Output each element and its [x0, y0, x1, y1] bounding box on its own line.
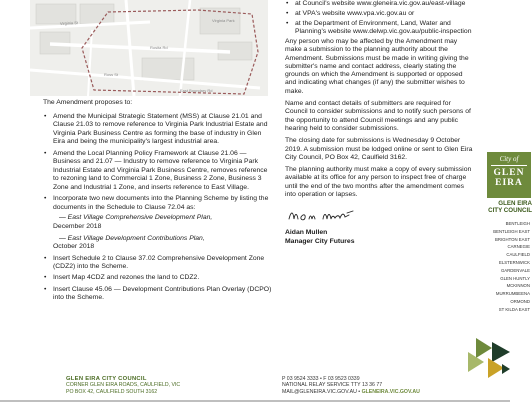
- map-label-virginia-st: Virginia St: [59, 20, 79, 26]
- suburb: BENTLEIGH EAST: [493, 228, 530, 234]
- suburb: CAULFIELD: [506, 252, 530, 258]
- glen-eira-logo: [487, 152, 531, 198]
- submission-paragraph: Any person who may be affected by the Amendment may make a submission to the planning authority about the Amendment. Submissions must be made in writing giving the submitter's name and contact address, clearly stating the grounds on which the Amendment is supported or opposed and indicating what changes (if any) the submitter wishes to make.: [285, 37, 469, 95]
- availability-paragraph: The planning authority must make a copy of every submission available at its office for any person to inspect free of charge until the end of the two months after the amendment comes into operation or lapses.: [285, 166, 472, 199]
- signer-name: Aidan Mullen: [285, 229, 328, 237]
- amendment-item: • Amend the Municipal Strategic Statement (MSS) at Clause 21.01 and Clause 21.03 to remove reference to Virginia Park Industrial Estate and Virginia Park Business Centre as forming the base of industry in Glen Eira and being the municipality's largest industrial area.: [43, 113, 275, 147]
- amendment-list: [43, 113, 275, 303]
- logo-line-glen: GLEN: [493, 168, 525, 178]
- doc-title: — East Village Comprehensive Development Plan,: [59, 214, 213, 222]
- map-label-virginia-park: Virginia Park: [212, 18, 235, 23]
- suburb: ST KILDA EAST: [498, 306, 530, 312]
- inspection-item: • at the Department of Environment, Land, Water and Planning's website www.delwp.vic.gov.au/public-inspection: [285, 20, 473, 37]
- logo-line-city-of: City of: [499, 155, 519, 163]
- footer-mail-web: [282, 389, 420, 395]
- site-map: [30, 0, 268, 96]
- bottom-rule: [0, 400, 510, 402]
- privacy-paragraph: Name and contact details of submitters are required for Council to consider submissions and to notify such persons of the opportunity to attend Council meetings and any public hearing held to consider submissions.: [285, 100, 471, 132]
- logo-caption-council: CITY COUNCIL: [488, 207, 532, 214]
- suburb: GLEN HUNTLY: [500, 275, 530, 281]
- amendment-item-text: Incorporate two new documents into the Planning Scheme by listing the documents in the Schedule to Clause 72.04 as:: [53, 195, 269, 211]
- map-label-ross-st: Ross St: [104, 72, 119, 77]
- suburb: CARNEGIE: [507, 244, 530, 250]
- inspection-list: [285, 0, 473, 36]
- amendment-item: • Insert Map 4CDZ and rezones the land to CDZ2.: [43, 274, 275, 283]
- footer-council-name: GLEN EIRA CITY COUNCIL: [66, 376, 147, 382]
- amendment-item: • Insert Clause 45.06 — Development Contributions Plan Overlay (DCPO) into the Scheme.: [43, 286, 275, 303]
- footer-address-line: PO BOX 42, CAULFIELD SOUTH 3162: [66, 388, 158, 395]
- logo-line-eira: EIRA: [495, 178, 523, 188]
- signature: [287, 207, 473, 223]
- footer-address-line: CORNER GLEN EIRA ROADS, CAULFIELD, VIC: [66, 382, 181, 389]
- suburb: MURRUMBEENA: [495, 291, 530, 297]
- decorative-triangles: [462, 338, 510, 378]
- signer-title: Manager City Futures: [285, 237, 355, 245]
- closing-date-paragraph: The closing date for submissions is Wednesday 9 October 2019. A submission must be lodged online or sent to Glen Eira City Council, PO Box 42, Caulfield 3162.: [285, 137, 473, 161]
- map-label-rosita-rd: Rosita Rd: [150, 45, 168, 50]
- map-label-east-boundary-rd: East Boundary Rd: [180, 88, 213, 93]
- inspection-item: • at Council's website www.gleneira.vic.gov.au/east-village: [285, 0, 473, 8]
- doc-title: — East Village Development Contributions Plan,: [59, 234, 205, 242]
- suburb: BRIGHTON EAST: [494, 236, 530, 242]
- footer-address-block: [66, 376, 180, 395]
- suburb: ELSTERNWICK: [498, 259, 530, 265]
- amendment-intro: The Amendment proposes to:: [43, 99, 133, 106]
- suburb: MCKINNON: [506, 283, 530, 289]
- suburb-list: [480, 220, 530, 314]
- suburb: ORMOND: [510, 298, 530, 304]
- inspection-item: • at VPA's website www.vpa.vic.gov.au or: [285, 10, 473, 18]
- left-column: [43, 99, 275, 305]
- map-graphic: [30, 0, 268, 96]
- suburb: BENTLEIGH: [505, 221, 530, 226]
- signature-graphic: [287, 207, 357, 223]
- logo-caption-name: GLEN EIRA: [498, 200, 532, 207]
- amendment-item: • Insert Schedule 2 to Clause 37.02 Comprehensive Development Zone (CDZ2) into the Scheme.: [43, 255, 275, 272]
- doc-date: December 2018: [53, 222, 102, 230]
- logo-caption: [482, 200, 532, 214]
- amendment-item: [43, 195, 275, 252]
- footer-relay: NATIONAL RELAY SERVICE TTY 13 36 77: [282, 382, 383, 389]
- right-column: [285, 0, 473, 246]
- footer-mail[interactable]: MAIL@GLENEIRA.VIC.GOV.AU •: [282, 388, 361, 395]
- footer-website[interactable]: GLENEIRA.VIC.GOV.AU: [361, 388, 420, 395]
- suburb: GARDENVALE: [500, 267, 530, 273]
- amendment-item: • Amend the Local Planning Policy Framework at Clause 21.06 — Business and 21.07 — Industry to remove reference to Virginia Park Industrial Estate and Virginia Park Business Centre, removes reference to rezoning land to Commercial 1 Zone, Business 2 Zone, Business 3 Zone and Industrial 1 Zone, and inserts reference to East Village.: [43, 150, 275, 193]
- footer-contact-block: [282, 376, 420, 395]
- doc-date: October 2018: [53, 243, 95, 251]
- footer-phone: P 03 9524 3333 • F 03 9523 0339: [282, 376, 360, 382]
